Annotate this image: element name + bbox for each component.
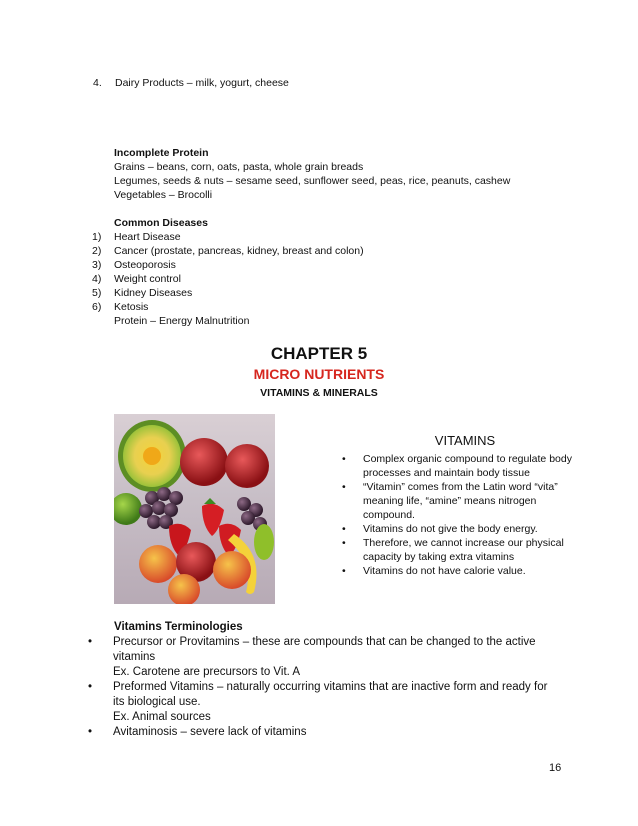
list-text: Protein – Energy Malnutrition bbox=[114, 315, 250, 327]
common-diseases-heading: Common Diseases bbox=[114, 217, 208, 229]
text-line: Grains – beans, corn, oats, pasta, whole grain breads bbox=[114, 161, 364, 173]
list-number: 3) bbox=[92, 259, 102, 271]
apple bbox=[225, 444, 269, 488]
list-number: 6) bbox=[92, 301, 102, 313]
example-text: Ex. Carotene are precursors to Vit. A bbox=[113, 666, 301, 678]
peach bbox=[213, 551, 251, 589]
melon-seeds bbox=[143, 447, 161, 465]
bullet-icon: • bbox=[342, 523, 346, 535]
bullet-item bbox=[340, 564, 580, 578]
bullet-text: “Vitamin” comes from the Latin word “vita” meaning life, “amine” means nitrogen compound. bbox=[363, 481, 558, 521]
list-text: Osteoporosis bbox=[114, 259, 176, 271]
list-item-dairy bbox=[93, 76, 289, 90]
incomplete-protein-section bbox=[114, 146, 510, 202]
bullet-item bbox=[88, 680, 558, 725]
list-number: 4) bbox=[92, 273, 102, 285]
bullet-text: Vitamins do not have calorie value. bbox=[363, 565, 526, 577]
list-number: 1) bbox=[92, 231, 102, 243]
terminologies-list bbox=[88, 635, 558, 740]
chapter-title: CHAPTER 5 bbox=[270, 344, 368, 363]
list-item bbox=[92, 258, 364, 272]
list-item bbox=[92, 286, 364, 300]
text-line: Vegetables – Brocolli bbox=[114, 189, 213, 201]
terminologies-heading: Vitamins Terminologies bbox=[114, 621, 243, 633]
green-apple bbox=[114, 493, 142, 525]
vitamins-title: VITAMINS bbox=[434, 433, 496, 448]
peach bbox=[139, 545, 177, 583]
kiwi bbox=[254, 524, 274, 560]
list-item bbox=[92, 300, 364, 314]
bullet-item bbox=[340, 522, 580, 536]
section-heading: Incomplete Protein bbox=[114, 147, 209, 159]
bullet-text: Complex organic compound to regulate body processes and maintain body tissue bbox=[363, 453, 572, 479]
chapter-subtitle: MICRO NUTRIENTS bbox=[253, 366, 385, 382]
bullet-text: Precursor or Provitamins – these are compounds that can be changed to the active vitamins bbox=[113, 636, 536, 663]
chapter-subtitle-2: VITAMINS & MINERALS bbox=[260, 387, 378, 399]
bullet-item bbox=[340, 452, 580, 480]
bullet-icon: • bbox=[342, 453, 346, 465]
bullet-text: Therefore, we cannot increase our physical capacity by taking extra vitamins bbox=[363, 537, 564, 563]
example-text: Ex. Animal sources bbox=[113, 711, 211, 723]
list-number: 2) bbox=[92, 245, 102, 257]
bullet-item bbox=[340, 536, 580, 564]
bullet-icon: • bbox=[342, 565, 346, 577]
list-text: Ketosis bbox=[114, 301, 149, 313]
list-text: Cancer (prostate, pancreas, kidney, breast and colon) bbox=[114, 245, 364, 257]
list-number: 4. bbox=[93, 77, 102, 89]
bullet-icon: • bbox=[88, 636, 93, 648]
list-item bbox=[92, 244, 364, 258]
list-number: 5) bbox=[92, 287, 102, 299]
apple bbox=[180, 438, 228, 486]
bullet-text: Preformed Vitamins – naturally occurring vitamins that are inactive form and ready for its biological use. bbox=[113, 681, 548, 708]
list-text: Weight control bbox=[114, 273, 181, 285]
bullet-item bbox=[340, 480, 580, 522]
list-text: Dairy Products – milk, yogurt, cheese bbox=[115, 77, 289, 89]
list-text: Kidney Diseases bbox=[114, 287, 193, 299]
fruit-photo bbox=[114, 414, 275, 604]
bullet-text: Avitaminosis – severe lack of vitamins bbox=[113, 726, 307, 738]
vitamins-section bbox=[340, 433, 580, 578]
bullet-icon: • bbox=[342, 481, 346, 493]
bullet-icon: • bbox=[342, 537, 346, 549]
bullet-icon: • bbox=[88, 681, 93, 693]
disease-list bbox=[92, 230, 364, 328]
list-item bbox=[92, 272, 364, 286]
list-text: Heart Disease bbox=[114, 231, 181, 243]
text-line: Legumes, seeds & nuts – sesame seed, sunflower seed, peas, rice, peanuts, cashew bbox=[114, 175, 511, 187]
bullet-text: Vitamins do not give the body energy. bbox=[363, 523, 538, 535]
bullet-icon: • bbox=[88, 726, 93, 738]
page-number: 16 bbox=[549, 762, 562, 774]
bullet-item bbox=[88, 635, 558, 680]
bullet-item bbox=[88, 725, 558, 740]
list-item bbox=[92, 230, 364, 244]
list-item-extra bbox=[92, 314, 364, 328]
